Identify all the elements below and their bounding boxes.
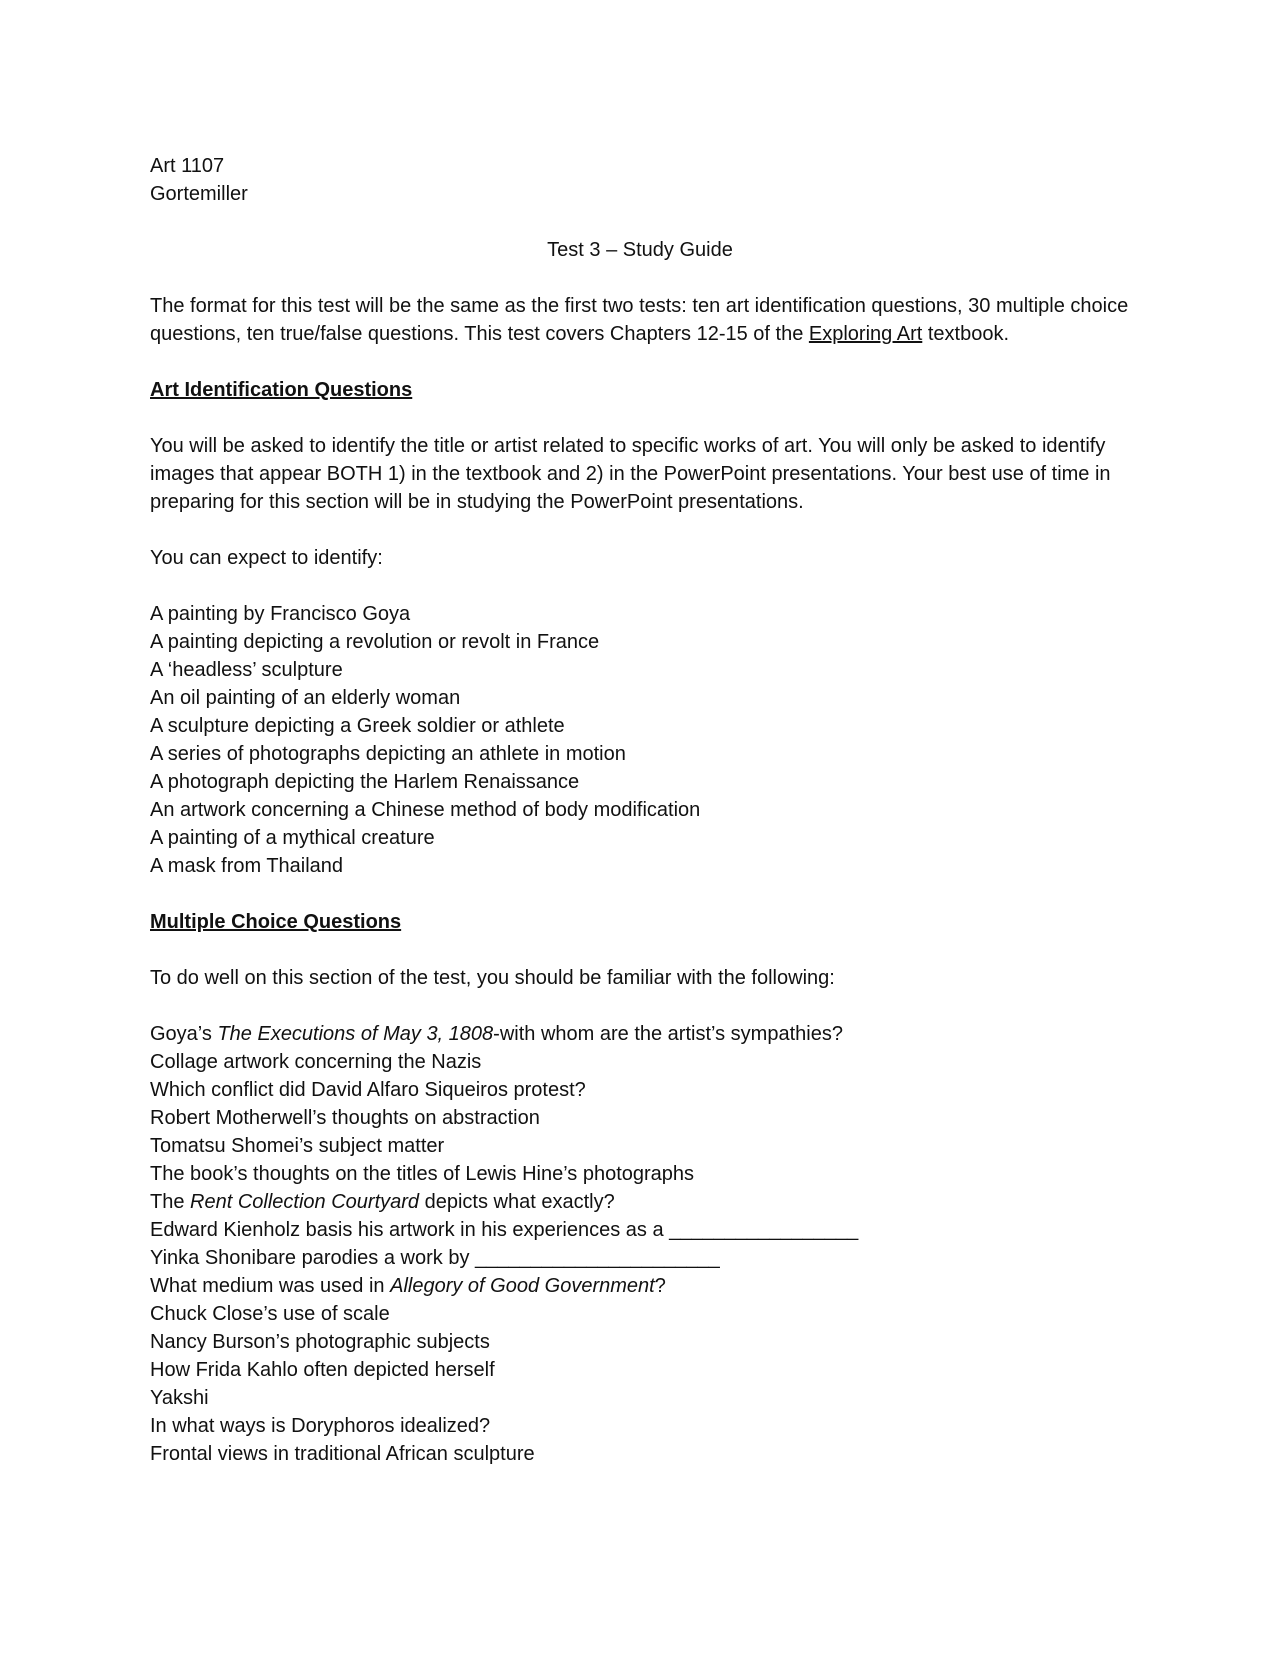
item-text: Goya’s (150, 1023, 218, 1045)
list-item: Edward Kienholz basis his artwork in his experiences as a _________________ (150, 1219, 859, 1241)
spacer (150, 572, 1130, 600)
list-item: Tomatsu Shomei’s subject matter (150, 1135, 445, 1157)
list-item: A painting depicting a revolution or revolt in France (150, 631, 600, 653)
list-item: A painting by Francisco Goya (150, 603, 411, 625)
list-item: A mask from Thailand (150, 855, 344, 877)
list-item: A painting of a mythical creature (150, 827, 435, 849)
instructor-name: Gortemiller (150, 183, 248, 205)
spacer (150, 516, 1130, 544)
item-text: ? (654, 1275, 666, 1297)
multiple-choice-heading: Multiple Choice Questions (150, 911, 402, 933)
spacer (150, 208, 1130, 236)
spacer (150, 936, 1130, 964)
spacer (150, 264, 1130, 292)
item-text: What medium was used in (150, 1275, 391, 1297)
list-item: Robert Motherwell’s thoughts on abstraction (150, 1107, 540, 1129)
list-item: In what ways is Doryphoros idealized? (150, 1415, 491, 1437)
list-item: An oil painting of an elderly woman (150, 687, 461, 709)
art-id-lead: You can expect to identify: (150, 547, 383, 569)
list-item: A sculpture depicting a Greek soldier or athlete (150, 715, 565, 737)
artwork-title: The Executions of May 3, 1808 (217, 1023, 494, 1045)
list-item: How Frida Kahlo often depicted herself (150, 1359, 495, 1381)
multiple-choice-list (150, 1020, 1130, 1468)
list-item: Frontal views in traditional African sculpture (150, 1443, 535, 1465)
list-item: Collage artwork concerning the Nazis (150, 1051, 482, 1073)
list-item (150, 1272, 1130, 1300)
art-id-heading: Art Identification Questions (150, 379, 413, 401)
intro-text-after: textbook. (922, 323, 1009, 345)
list-item (150, 1188, 1130, 1216)
intro-paragraph (150, 292, 1130, 348)
list-item: An artwork concerning a Chinese method of body modification (150, 799, 701, 821)
artwork-title: Allegory of Good Government (390, 1275, 655, 1297)
list-item: Yinka Shonibare parodies a work by ______________________ (150, 1247, 720, 1269)
spacer (150, 992, 1130, 1020)
spacer (150, 348, 1130, 376)
list-item: Nancy Burson’s photographic subjects (150, 1331, 490, 1353)
art-id-paragraph: You will be asked to identify the title or artist related to specific works of art. You will only be asked to identify images that appear BOTH 1) in the textbook and 2) in the PowerPoint presentations. Your best use of time in preparing for this section will be in studying the PowerPoint presentations. (150, 435, 1111, 513)
list-item: A photograph depicting the Harlem Renaissance (150, 771, 580, 793)
course-number: Art 1107 (150, 155, 225, 177)
artwork-title: Rent Collection Courtyard (190, 1191, 420, 1213)
spacer (150, 404, 1130, 432)
item-text: depicts what exactly? (419, 1191, 615, 1213)
intro-text-before: The format for this test will be the same as the first two tests: ten art identification questions, 30 multiple choice questions, ten true/false questions. This test covers Chapters 12-15 of the (150, 295, 1129, 345)
document-page (150, 152, 1130, 1468)
list-item: A series of photographs depicting an athlete in motion (150, 743, 626, 765)
item-text: -with whom are the artist’s sympathies? (493, 1023, 843, 1045)
document-title: Test 3 – Study Guide (547, 239, 733, 261)
list-item: The book’s thoughts on the titles of Lewis Hine’s photographs (150, 1163, 695, 1185)
list-item (150, 1020, 1130, 1048)
item-text: The (150, 1191, 191, 1213)
list-item: Chuck Close’s use of scale (150, 1303, 390, 1325)
list-item: Yakshi (150, 1387, 209, 1409)
multiple-choice-lead: To do well on this section of the test, you should be familiar with the following: (150, 967, 835, 989)
spacer (150, 880, 1130, 908)
art-id-list (150, 600, 1130, 880)
book-title: Exploring Art (808, 323, 923, 345)
list-item: Which conflict did David Alfaro Siqueiros protest? (150, 1079, 586, 1101)
list-item: A ‘headless’ sculpture (150, 659, 343, 681)
